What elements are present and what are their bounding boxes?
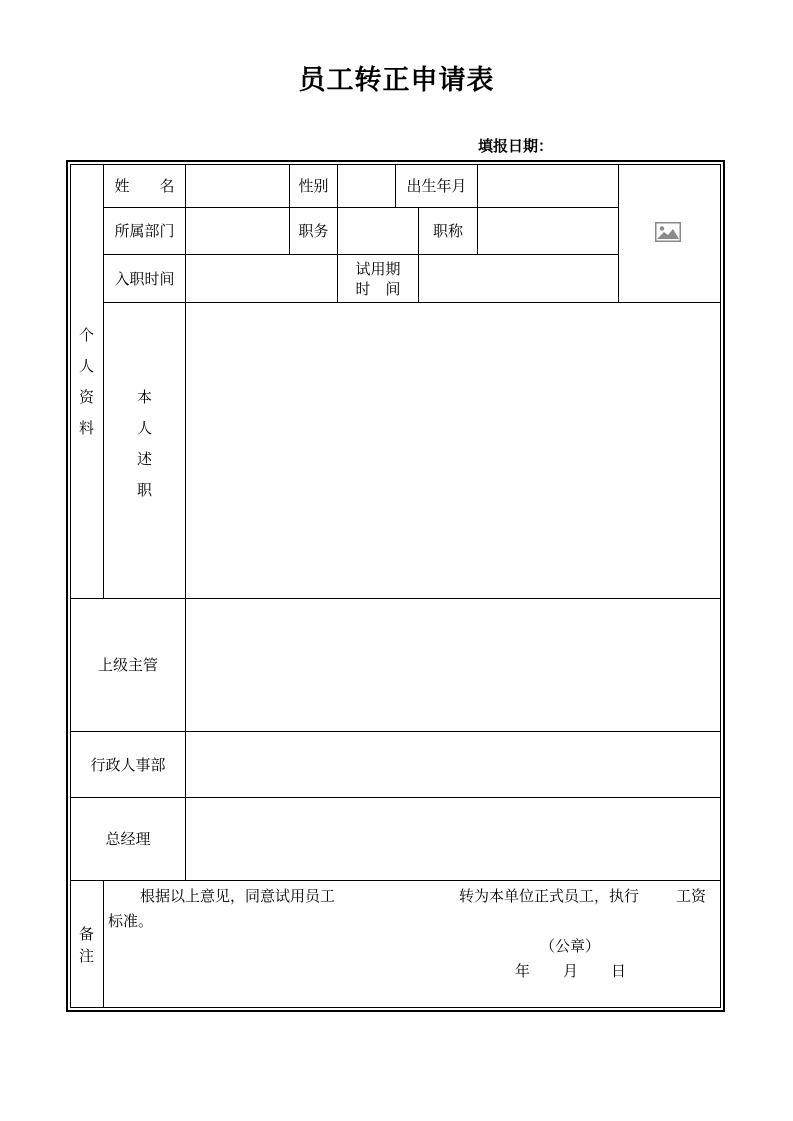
hire-date-field[interactable]	[186, 255, 337, 302]
birth-date-field[interactable]	[478, 165, 618, 207]
supervisor-label: 上级主管	[97, 656, 158, 674]
gender-field[interactable]	[338, 165, 395, 207]
hire-date-label: 入职时间	[114, 269, 175, 288]
probation-label-line1: 试用期	[355, 259, 401, 278]
fill-date-label: 填报日期：	[478, 137, 554, 155]
image-placeholder-icon	[655, 222, 681, 242]
birth-date-label: 出生年月	[406, 177, 467, 195]
name-field[interactable]	[186, 165, 289, 207]
remarks-year-label: 年	[515, 962, 531, 980]
self-report-field[interactable]	[186, 303, 721, 598]
remarks-text-line2: 标准。	[108, 912, 154, 930]
self-report-label: 本 人 述 职	[136, 388, 152, 499]
general-manager-opinion-field[interactable]	[186, 798, 721, 880]
name-label: 姓 名	[114, 177, 175, 195]
position-label: 职务	[298, 222, 329, 240]
hr-department-label: 行政人事部	[90, 755, 166, 774]
probation-period-field[interactable]	[419, 255, 618, 302]
position-field[interactable]	[338, 208, 418, 254]
official-seal-label: （公章）	[540, 937, 601, 955]
department-field[interactable]	[186, 208, 289, 254]
supervisor-opinion-field[interactable]	[186, 599, 721, 731]
probation-label-line2: 时 间	[355, 279, 401, 298]
title-rank-label: 职称	[432, 222, 463, 240]
remarks-text-part3: 工资	[676, 887, 707, 905]
remarks-text-part2: 转为本单位正式员工，执行	[459, 887, 640, 905]
probation-period-label	[338, 255, 418, 302]
title-rank-field[interactable]	[478, 208, 618, 254]
gender-label: 性别	[298, 177, 329, 195]
remarks-month-label: 月	[563, 962, 579, 980]
salary-standard-blank[interactable]	[653, 886, 675, 908]
department-label: 所属部门	[114, 222, 175, 240]
remarks-section-label: 备 注	[78, 925, 94, 965]
employee-name-blank[interactable]	[350, 886, 454, 908]
personal-info-section-label: 个 人 资 料	[78, 326, 94, 437]
remarks-day-label: 日	[611, 962, 627, 980]
hr-opinion-field[interactable]	[186, 732, 721, 797]
remarks-text-part1: 根据以上意见，同意试用员工	[140, 887, 336, 905]
grid-line	[103, 880, 104, 1008]
form-title: 员工转正申请表	[298, 65, 495, 96]
grid-line	[70, 880, 721, 881]
general-manager-label: 总经理	[105, 830, 151, 848]
